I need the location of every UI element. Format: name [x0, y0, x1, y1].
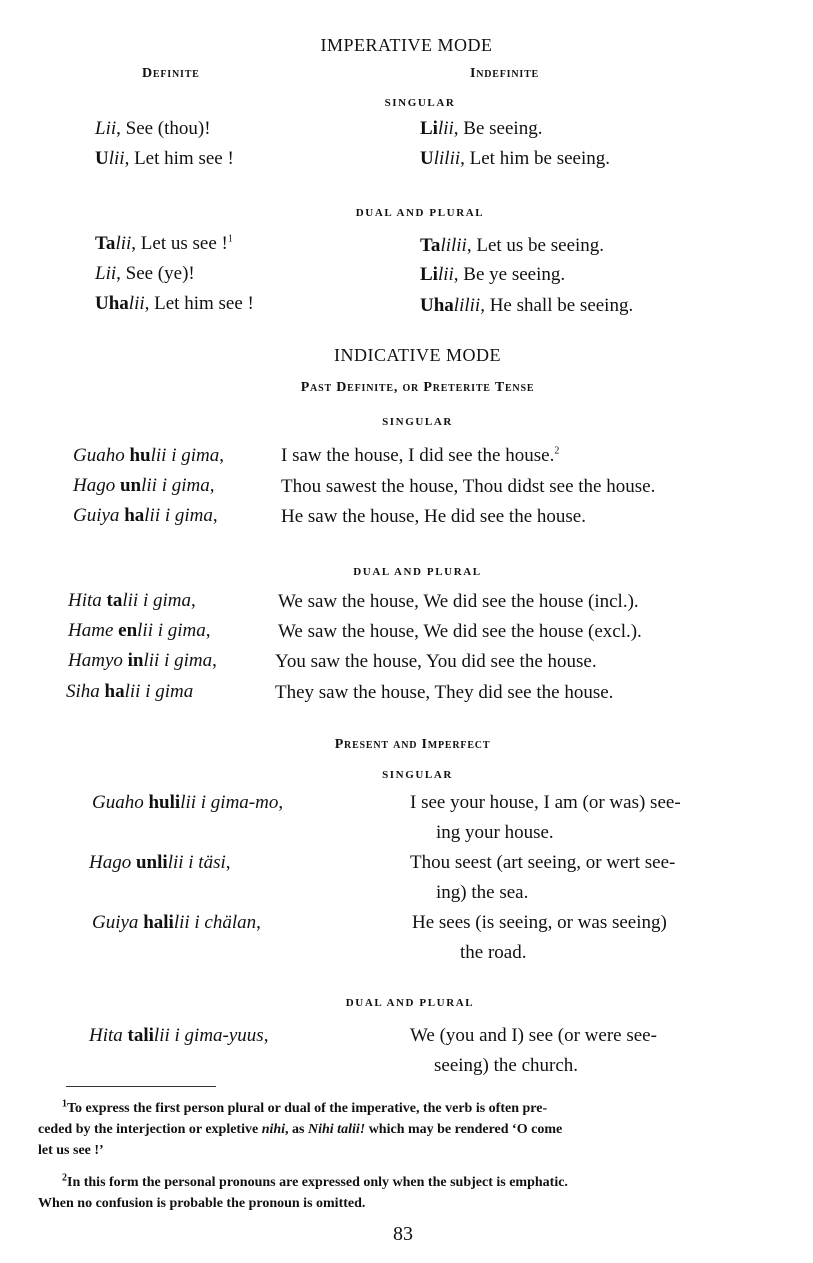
pronoun: Hamyo: [68, 650, 123, 671]
punctuation: ,: [209, 475, 215, 496]
verb-stem: lilii: [440, 235, 467, 256]
punctuation: ,: [205, 620, 211, 641]
verb-phrase: lii i gima: [137, 620, 206, 641]
pronoun: Hago: [89, 852, 132, 873]
gloss: , Let him see !: [144, 293, 254, 314]
present-imperfect-heading: Present and Imperfect: [334, 737, 491, 752]
present-singular-row: [92, 792, 283, 814]
imperative-mode-heading: IMPERATIVE MODE: [320, 35, 493, 55]
verb-form: Lii: [95, 263, 117, 284]
verb-prefix: unli: [135, 852, 168, 873]
indefinite-column-heading: Indefinite: [470, 66, 540, 81]
pronoun: Guiya: [73, 505, 120, 526]
past-singular-gloss: Thou sawest the house, Thou didst see the house.: [281, 476, 656, 497]
pronoun: Guiya: [92, 912, 139, 933]
past-singular-row: [73, 505, 218, 527]
footnote-rule: [66, 1086, 216, 1087]
past-plural-row: [68, 650, 217, 672]
present-singular-gloss-line2: ing) the sea.: [436, 882, 529, 903]
imperative-definite-row: [95, 148, 234, 170]
pronoun: Guaho: [92, 792, 144, 813]
present-singular-row: [92, 912, 261, 934]
verb-form: Lii: [95, 118, 117, 139]
verb-phrase: lii i gima-mo: [180, 792, 279, 813]
past-singular-gloss: [281, 445, 559, 467]
present-singular-gloss-line2: ing your house.: [436, 822, 554, 843]
present-singular-gloss-line2: the road.: [460, 942, 527, 963]
verb-prefix: Ta: [95, 233, 116, 254]
past-singular-label: SINGULAR: [382, 416, 453, 428]
pronoun: Siha: [66, 681, 100, 702]
present-plural-gloss-line1: We (you and I) see (or were see-: [410, 1025, 657, 1046]
punctuation: ,: [278, 792, 284, 813]
footnote-1: [38, 1098, 783, 1161]
pronoun: Hita: [89, 1025, 123, 1046]
past-plural-gloss: We saw the house, We did see the house (incl.).: [278, 591, 639, 612]
footnote-mark: 2: [62, 1172, 67, 1184]
verb-stem: lii: [437, 264, 454, 285]
verb-prefix: tali: [127, 1025, 154, 1046]
present-singular-label: SINGULAR: [382, 769, 453, 781]
footnote-1-line1: $^1$To express the first person plural or dual of the imperative, the verb is often pre-: [62, 1098, 548, 1116]
verb-prefix: hu: [129, 445, 151, 466]
verb-prefix: huli: [148, 792, 181, 813]
imperative-indefinite-row: [420, 118, 542, 140]
footnote-ref: 2: [554, 445, 560, 457]
verb-prefix: Li: [420, 118, 438, 139]
pronoun: Hago: [73, 475, 116, 496]
verb-prefix: in: [127, 650, 144, 671]
past-plural-gloss: We saw the house, We did see the house (excl.).: [278, 621, 642, 642]
imperative-definite-row: [95, 263, 195, 285]
footnote-1-line2: ceded by the interjection or expletive nihi, as Nihi talii! which may be rendered ‘O come: [38, 1122, 563, 1137]
present-singular-gloss-line1: He sees (is seeing, or was seeing): [412, 912, 667, 933]
punctuation: ,: [263, 1025, 269, 1046]
gloss: , Let him see !: [124, 148, 234, 169]
gloss: , See (ye)!: [116, 263, 195, 284]
past-plural-gloss: You saw the house, You did see the house.: [275, 651, 597, 672]
past-plural-row: [66, 681, 193, 703]
past-plural-row: [68, 620, 211, 642]
verb-prefix: U: [420, 148, 434, 169]
present-singular-gloss-line1: Thou seest (art seeing, or wert see-: [410, 852, 676, 873]
verb-prefix: ta: [106, 590, 123, 611]
imperative-plural-label: DUAL AND PLURAL: [355, 207, 485, 219]
gloss: , Let us be seeing.: [466, 235, 605, 256]
past-singular-row: [73, 475, 215, 497]
past-singular-row: [73, 445, 224, 467]
imperative-singular-label: SINGULAR: [384, 97, 456, 109]
pronoun: Guaho: [73, 445, 125, 466]
verb-prefix: Uha: [420, 295, 454, 316]
verb-prefix: un: [119, 475, 142, 496]
verb-phrase: lii i gima: [122, 590, 191, 611]
imperative-indefinite-row: [420, 264, 565, 286]
pronoun: Hita: [68, 590, 102, 611]
verb-phrase: lii i gima: [150, 445, 220, 466]
verb-phrase: lii i chälan: [173, 912, 257, 933]
gloss: , Be ye seeing.: [453, 264, 566, 285]
verb-phrase: lii i gima: [124, 681, 194, 702]
imperative-definite-row: [95, 293, 254, 315]
verb-prefix: Uha: [95, 293, 129, 314]
past-plural-label: DUAL AND PLURAL: [353, 566, 482, 578]
past-singular-gloss: He saw the house, He did see the house.: [281, 506, 586, 527]
definite-column-heading: Definite: [142, 66, 200, 81]
imperative-definite-row: [95, 233, 233, 255]
present-plural-label: DUAL AND PLURAL: [345, 997, 475, 1009]
footnote-1-line3: let us see !’: [38, 1143, 104, 1158]
verb-stem: lii: [128, 293, 145, 314]
past-plural-gloss: They saw the house, They did see the house.: [275, 682, 614, 703]
pronoun: Hame: [68, 620, 114, 641]
punctuation: ,: [256, 912, 261, 933]
verb-phrase: lii i täsi: [167, 852, 226, 873]
verb-prefix: en: [118, 620, 138, 641]
verb-prefix: Ta: [420, 235, 441, 256]
present-plural-row: [89, 1025, 268, 1047]
footnote-2-line2: When no confusion is probable the pronoun is omitted.: [38, 1196, 366, 1211]
imperative-indefinite-row: [420, 148, 610, 170]
verb-stem: lii: [115, 233, 132, 254]
indicative-mode-heading: INDICATIVE MODE: [334, 345, 501, 365]
verb-phrase: lii i gima-yuus: [153, 1025, 264, 1046]
verb-stem: lilii: [453, 295, 481, 316]
verb-stem: lii: [108, 148, 125, 169]
punctuation: ,: [190, 590, 196, 611]
past-definite-heading: Past Definite, or Preterite Tense: [300, 380, 535, 395]
footnote-2-line1: $^2$In this form the personal pronouns are expressed only when the subject is emphatic.: [62, 1172, 568, 1190]
punctuation: ,: [225, 852, 231, 873]
present-singular-gloss-line1: I see your house, I am (or was) see-: [410, 792, 681, 813]
gloss: , See (thou)!: [116, 118, 211, 139]
verb-prefix: ha: [104, 681, 125, 702]
imperative-indefinite-row: [420, 295, 633, 317]
imperative-indefinite-row: [420, 235, 604, 257]
verb-prefix: ha: [124, 505, 145, 526]
verb-stem: lilii: [433, 148, 461, 169]
punctuation: ,: [212, 650, 217, 671]
verb-prefix: hali: [143, 912, 174, 933]
footnote-mark: 1: [62, 1098, 67, 1110]
verb-stem: lii: [437, 118, 454, 139]
page-number: 83: [393, 1223, 413, 1245]
gloss: I saw the house, I did see the house.: [281, 445, 555, 466]
gloss: , Let us see !: [131, 233, 228, 254]
verb-phrase: lii i gima: [144, 505, 213, 526]
imperative-definite-row: [95, 118, 211, 140]
verb-phrase: lii i gima: [141, 475, 210, 496]
verb-prefix: U: [95, 148, 109, 169]
punctuation: ,: [219, 445, 224, 466]
footnote-ref: 1: [227, 233, 233, 245]
punctuation: ,: [212, 505, 218, 526]
gloss: , Let him be seeing.: [460, 148, 610, 169]
present-singular-row: [89, 852, 231, 874]
footnote-2: [38, 1172, 783, 1214]
verb-phrase: lii i gima: [143, 650, 213, 671]
present-plural-gloss-line2: seeing) the church.: [434, 1055, 579, 1076]
gloss: , He shall be seeing.: [480, 295, 634, 316]
verb-prefix: Li: [420, 264, 438, 285]
past-plural-row: [68, 590, 196, 612]
gloss: , Be seeing.: [453, 118, 543, 139]
